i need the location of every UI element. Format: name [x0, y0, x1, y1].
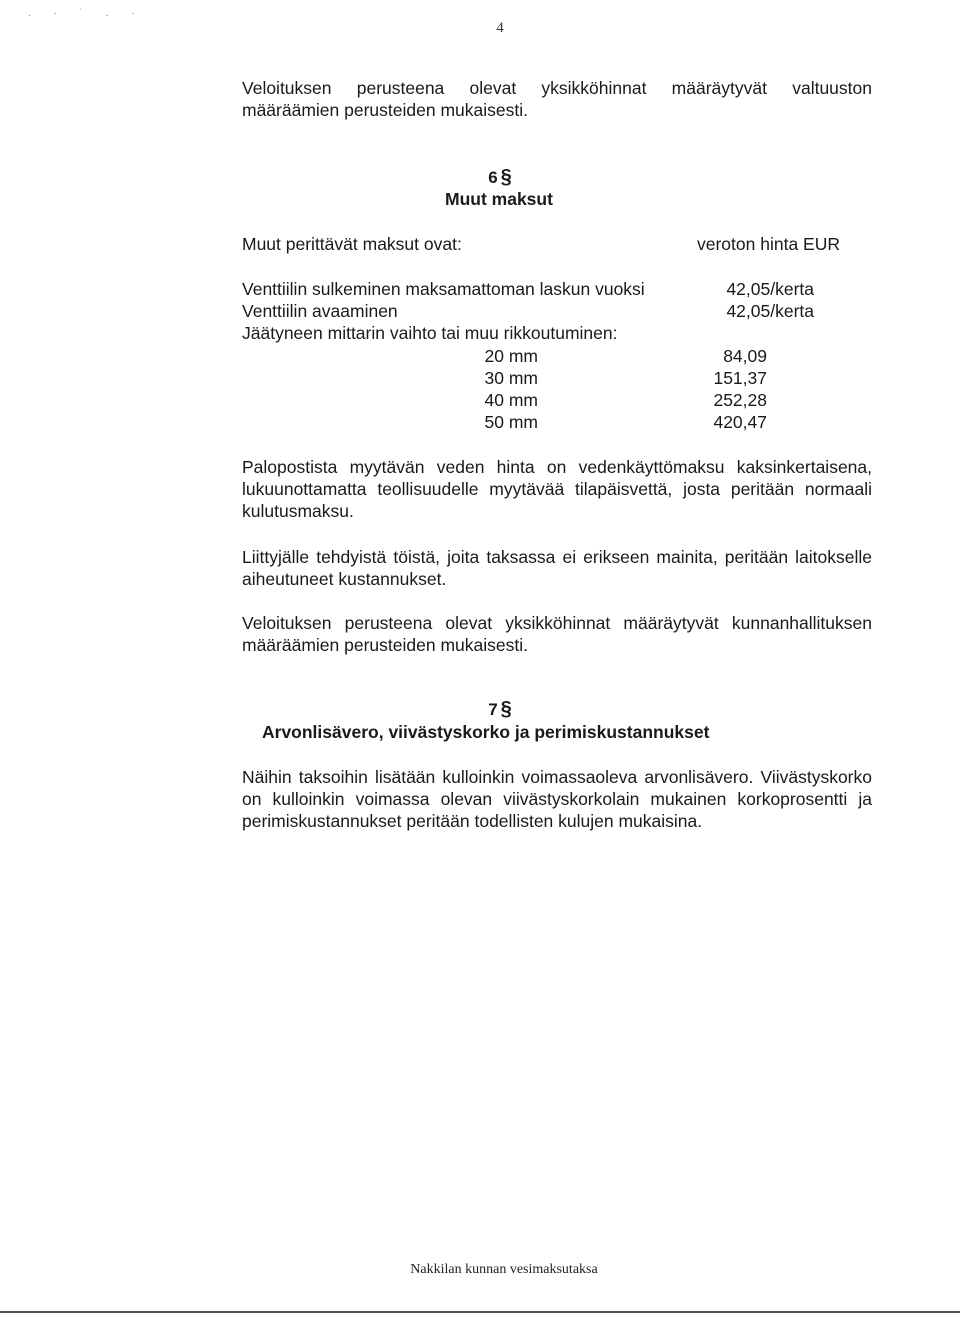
scan-specks: . · ˙ . · [28, 8, 145, 19]
fee-item-label: Venttiilin sulkeminen maksamattoman laskun vuoksi [242, 279, 645, 299]
connection-work-paragraph: Liittyjälle tehdyistä töistä, joita taksassa ei erikseen mainita, peritään laitokselle aiheutuneet kustannukset. [242, 547, 872, 589]
meter-size: 30 mm [484, 368, 538, 388]
hydrant-water-paragraph: Palopostista myytävän veden hinta on vedenkäyttömaksu kaksinkertaisena, lukuunottamatta teollisuudelle myytävää tilapäisvettä, josta peritään normaali kulutusmaksu. [242, 457, 872, 521]
section-symbol: § [500, 166, 512, 188]
meter-price: 151,37 [713, 368, 767, 388]
meter-price: 420,47 [713, 412, 767, 432]
section-symbol: § [500, 698, 512, 720]
vat-paragraph: Näihin taksoihin lisätään kulloinkin voimassaoleva arvonlisävero. Viivästyskorko on kulloinkin voimassa olevan viivästyskorkolain mukainen korkoprosentti ja perimiskustannukset peritään todellisten kulujen mukaisina. [242, 767, 872, 831]
meter-size: 50 mm [484, 412, 538, 432]
fee-item-label: Venttiilin avaaminen [242, 301, 398, 321]
intro-paragraph: Veloituksen perusteena olevat yksikköhinnat määräytyvät valtuuston määräämien perusteiden mukaisesti. [242, 78, 872, 120]
meter-replacement-label: Jäätyneen mittarin vaihto tai muu rikkoutuminen: [242, 323, 618, 343]
section-7-title: Arvonlisävero, viivästyskorko ja perimiskustannukset [262, 722, 710, 742]
meter-size: 40 mm [484, 390, 538, 410]
meter-price: 84,09 [723, 346, 767, 366]
fee-item-price: 42,05/kerta [726, 301, 814, 321]
section-6-number [0, 166, 960, 189]
scan-bottom-edge [0, 1311, 960, 1313]
section-7-number-text: 7 [488, 700, 498, 719]
unit-price-paragraph: Veloituksen perusteena olevat yksikköhinnat määräytyvät kunnanhallituksen määräämien perusteiden mukaisesti. [242, 613, 872, 655]
section-6-title: Muut maksut [445, 189, 553, 209]
section-6-number-text: 6 [488, 168, 498, 187]
fees-lead: Muut perittävät maksut ovat: [242, 234, 462, 254]
meter-size: 20 mm [484, 346, 538, 366]
page-number: 4 [496, 20, 504, 36]
price-column-header: veroton hinta EUR [697, 234, 840, 254]
fee-item-price: 42,05/kerta [726, 279, 814, 299]
meter-price: 252,28 [713, 390, 767, 410]
document-footer: Nakkilan kunnan vesimaksutaksa [410, 1262, 598, 1277]
section-7-number [0, 698, 960, 721]
